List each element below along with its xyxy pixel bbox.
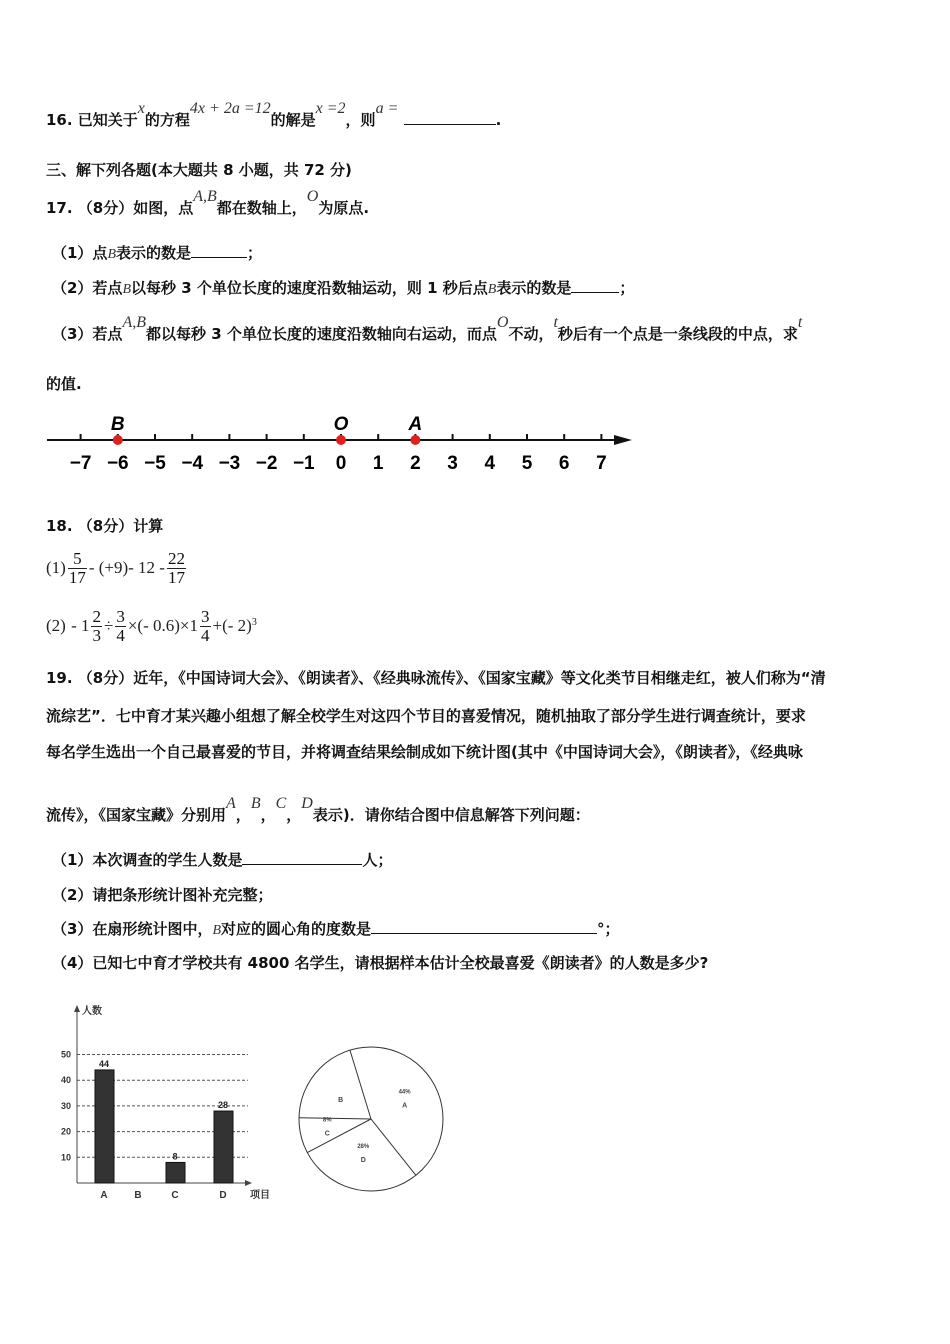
arrow-icon [614, 435, 632, 445]
x-axis-label: 项目 [250, 1190, 270, 1201]
fraction [167, 550, 186, 587]
tick-label: 4 [484, 453, 496, 474]
text: ； [247, 244, 263, 262]
text: 表示)．请你结合图中信息解答下列问题： [312, 806, 590, 824]
question-17 [46, 188, 370, 219]
tick-label: −7 [69, 453, 92, 474]
number-line [0, 405, 950, 480]
math-equation: 4x + 2a =12 [189, 100, 271, 117]
slice-label: C [324, 1130, 330, 1138]
math-var: B [250, 795, 261, 812]
text: 流传》，《国家宝藏》分别用 [46, 806, 227, 824]
denominator: 4 [201, 626, 210, 645]
math-var: B [212, 923, 222, 938]
point-label: B [110, 414, 125, 435]
arrow-icon [245, 1180, 252, 1186]
q19-line-3: 每名学生选出一个自己最喜爱的节目，并将调查结果绘制成如下统计图(其中《中国诗词大会》，《朗读者》，《经典咏 [46, 743, 803, 761]
q17-text: 17. （8分）如图，点 [46, 199, 194, 217]
arrow-icon [74, 1005, 80, 1012]
text: °； [597, 920, 620, 938]
q17-part3-end: 的值. [46, 375, 82, 393]
q19-part3 [52, 919, 620, 941]
tick-label: −4 [181, 453, 204, 474]
point-marker [336, 435, 346, 445]
text: （1）本次调查的学生人数是 [52, 851, 243, 869]
point-marker [113, 435, 123, 445]
exponent: 3 [251, 617, 257, 628]
text: ， [286, 806, 302, 824]
math-var: A [226, 795, 236, 812]
answer-blank[interactable] [571, 278, 619, 293]
tick-label: −5 [144, 453, 166, 474]
math-var: t [797, 314, 803, 331]
math-var: B [122, 282, 131, 297]
q19-part1 [52, 850, 392, 870]
q18-expression-1 [46, 550, 188, 587]
x-tick-label: B [134, 1190, 142, 1201]
expr-label: (1) [46, 558, 66, 577]
denominator: 17 [68, 568, 86, 587]
math-var: A,B [122, 314, 146, 331]
text: 秒后有一个点是一条线段的中点，求 [557, 325, 798, 343]
expr-text: ×(- 0.6)×1 [127, 616, 198, 635]
math-x: x [137, 100, 145, 117]
answer-blank[interactable] [371, 919, 597, 934]
section-3-heading: 三、解下列各题(本大题共 8 小题，共 72 分) [46, 161, 352, 179]
tick-label: −2 [255, 453, 278, 474]
numerator: 3 [201, 607, 210, 626]
pie-chart [290, 1040, 460, 1200]
text: 表示的数是 [496, 279, 572, 297]
math-var: t [553, 314, 558, 331]
denominator: 3 [92, 626, 101, 645]
q16-text: 16. 已知关于 [46, 111, 138, 129]
denominator: 17 [167, 568, 185, 587]
y-tick-label: 10 [60, 1152, 71, 1163]
slice-label: A [402, 1102, 408, 1110]
bar [95, 1070, 114, 1183]
math-var: C [275, 795, 287, 812]
math-var: B [487, 282, 497, 297]
data-label: 8 [172, 1151, 178, 1162]
numerator: 22 [167, 549, 185, 568]
tick-label: −1 [292, 453, 315, 474]
tick-label: 7 [596, 453, 607, 474]
q19-part4: （4）已知七中育才学校共有 4800 名学生，请根据样本估计全校最喜爱《朗读者》的人数是多少? [52, 954, 709, 972]
tick-label: 6 [558, 453, 570, 474]
x-tick-label: C [171, 1190, 179, 1201]
text: （3）在扇形统计图中， [52, 920, 213, 938]
math-points: A,B [193, 188, 217, 205]
point-label: A [408, 414, 423, 435]
data-label: 28 [217, 1100, 229, 1111]
expr-text: - 1 [71, 616, 90, 635]
bar [214, 1111, 233, 1183]
text: 不动， [508, 325, 554, 343]
tick-label: −6 [106, 453, 129, 474]
numerator: 3 [116, 607, 125, 626]
point-marker [410, 435, 420, 445]
q16-text: 的解是 [270, 111, 316, 129]
answer-blank[interactable] [191, 243, 247, 258]
y-tick-label: 30 [60, 1100, 71, 1111]
y-tick-label: 40 [60, 1075, 71, 1086]
q19-part2: （2）请把条形统计图补充完整； [52, 886, 273, 904]
bar-chart [40, 1000, 290, 1210]
fraction [115, 608, 126, 645]
tick-label: 0 [335, 453, 347, 474]
text: 人； [362, 851, 393, 869]
slice-percent: 44% [398, 1089, 411, 1096]
text: ； [619, 279, 635, 297]
text: （2）若点 [52, 279, 123, 297]
x-tick-label: A [100, 1190, 108, 1201]
bar [166, 1162, 185, 1183]
q19-line-4 [46, 795, 590, 826]
numerator: 5 [68, 550, 87, 569]
math-var: B [107, 247, 116, 262]
text: ， [260, 806, 276, 824]
expr-text: ÷ [103, 616, 114, 635]
fraction [200, 608, 211, 645]
q16-text: 的方程 [144, 111, 190, 129]
expr-text: +(- 2) [212, 616, 252, 635]
text: 表示的数是 [116, 244, 192, 262]
text: ， [235, 806, 251, 824]
tick-label: −3 [218, 453, 241, 474]
tick-label: 5 [521, 453, 533, 474]
q17-part3 [52, 314, 803, 345]
q17-part2 [52, 278, 634, 300]
slice-label: B [338, 1097, 344, 1105]
denominator: 4 [116, 626, 125, 645]
answer-blank[interactable] [404, 110, 496, 125]
point-label: O [333, 414, 349, 435]
q19-line-2: 流综艺”．七中育才某兴趣小组想了解全校学生对这四个节目的喜爱情况，随机抽取了部分学生进行调查统计，要求 [46, 707, 806, 725]
math-var: O [496, 314, 509, 331]
slice-percent: 8% [322, 1117, 332, 1124]
math-solution: x =2 [315, 100, 346, 117]
math-var: D [301, 795, 313, 812]
y-tick-label: 50 [60, 1049, 71, 1060]
x-tick-label: D [219, 1190, 227, 1201]
math-ask: a = [375, 100, 399, 117]
fraction [91, 608, 102, 645]
tick-label: 3 [447, 453, 458, 474]
q16-text: ，则 [345, 111, 376, 129]
expr-label: (2) [46, 616, 66, 635]
q19-line-1: 19. （8分）近年，《中国诗词大会》、《朗读者》、《经典咏流传》、《国家宝藏》等文化类节目相继走红，被人们称为“清 [46, 669, 826, 687]
slice-label: D [360, 1157, 366, 1165]
expr-text: - (+9)- 12 - [88, 558, 165, 577]
text: （3）若点 [52, 325, 123, 343]
text: 都以每秒 3 个单位长度的速度沿数轴向右运动，而点 [145, 325, 497, 343]
q17-text: 都在数轴上， [216, 199, 307, 217]
text: 以每秒 3 个单位长度的速度沿数轴运动，则 1 秒后点 [131, 279, 488, 297]
numerator: 2 [92, 607, 101, 626]
tick-label: 1 [372, 453, 384, 474]
text: （1）点 [52, 244, 108, 262]
math-origin: O [306, 188, 319, 205]
text: 对应的圆心角的度数是 [221, 920, 372, 938]
question-16 [46, 100, 502, 131]
y-axis-label: 人数 [82, 1006, 102, 1017]
q17-text: 为原点. [318, 199, 370, 217]
slice-percent: 28% [357, 1144, 370, 1151]
question-18-title: 18. （8分）计算 [46, 517, 164, 535]
q16-end: . [495, 111, 502, 129]
y-tick-label: 20 [60, 1126, 71, 1137]
answer-blank[interactable] [242, 850, 362, 865]
q18-expression-2 [46, 608, 257, 645]
fraction [68, 550, 87, 587]
data-label: 44 [98, 1058, 110, 1069]
tick-label: 2 [410, 453, 421, 474]
q17-part1 [52, 243, 262, 265]
